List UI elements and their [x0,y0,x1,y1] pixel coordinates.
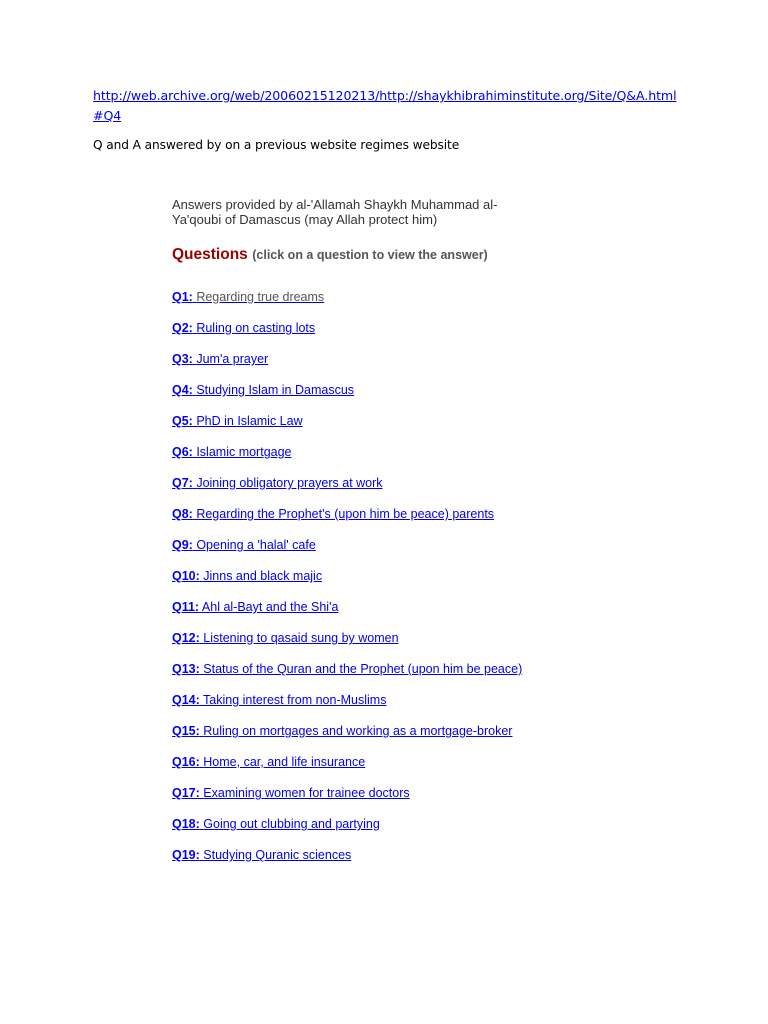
question-number: Q9: [172,538,193,552]
question-number: Q12: [172,631,200,645]
question-link-5[interactable] [172,414,303,428]
question-title: Islamic mortgage [196,445,292,459]
answers-attribution: Answers provided by al-'Allamah Shaykh Muhammad al-Ya'qoubi of Damascus (may Allah protect him) [172,197,498,227]
question-title: Ruling on mortgages and working as a mortgage-broker [203,724,513,738]
question-number: Q7: [172,476,193,490]
question-title: Ruling on casting lots [196,321,316,335]
questions-heading [172,246,532,264]
question-link-7[interactable] [172,476,383,490]
question-link-9[interactable] [172,538,316,552]
question-link-11[interactable] [172,600,338,614]
question-item-8 [172,506,532,537]
question-link-4[interactable] [172,383,354,397]
question-title: Examining women for trainee doctors [203,786,410,800]
question-item-17 [172,785,532,816]
question-title: Regarding true dreams [196,290,325,304]
question-number: Q1: [172,290,193,304]
question-link-16[interactable] [172,755,365,769]
question-link-17[interactable] [172,786,410,800]
question-title: Studying Islam in Damascus [196,383,355,397]
qa-content [172,198,532,878]
question-item-7 [172,475,532,506]
question-item-11 [172,599,532,630]
question-title: Status of the Quran and the Prophet (upon him be peace) [203,662,523,676]
question-link-18[interactable] [172,817,380,831]
question-title: Ahl al-Bayt and the Shi'a [201,600,339,614]
question-link-10[interactable] [172,569,322,583]
question-number: Q16: [172,755,200,769]
question-link-6[interactable] [172,445,292,459]
question-number: Q8: [172,507,193,521]
question-link-8[interactable] [172,507,494,521]
question-number: Q6: [172,445,193,459]
question-item-6 [172,444,532,475]
question-number: Q14: [172,693,200,707]
question-number: Q18: [172,817,200,831]
question-title: Home, car, and life insurance [203,755,366,769]
question-item-18 [172,816,532,847]
question-item-13 [172,661,532,692]
question-title: Jum'a prayer [196,352,269,366]
question-item-2 [172,320,532,351]
question-title: Jinns and black majic [203,569,323,583]
question-link-14[interactable] [172,693,386,707]
question-number: Q5: [172,414,193,428]
question-number: Q17: [172,786,200,800]
question-item-16 [172,754,532,785]
question-item-5 [172,413,532,444]
intro-note: Q and A answered by on a previous website regimes website [93,138,460,152]
question-number: Q2: [172,321,193,335]
question-number: Q11: [172,600,200,614]
question-number: Q15: [172,724,200,738]
question-item-15 [172,723,532,754]
question-link-2[interactable] [172,321,315,335]
question-link-13[interactable] [172,662,522,676]
question-link-15[interactable] [172,724,512,738]
question-item-12 [172,630,532,661]
question-title: Going out clubbing and partying [203,817,380,831]
question-number: Q4: [172,383,193,397]
question-link-19[interactable] [172,848,351,862]
question-title: Joining obligatory prayers at work [196,476,383,490]
question-link-1[interactable] [172,290,324,304]
question-item-9 [172,537,532,568]
archive-url-link[interactable]: http://web.archive.org/web/20060215120213/http://shaykhibrahiminstitute.org/Site/Q&A.html#Q4 [93,88,677,123]
questions-title: Questions [172,246,248,263]
question-item-1 [172,289,532,320]
question-title: Regarding the Prophet's (upon him be peace) parents [196,507,495,521]
question-link-12[interactable] [172,631,399,645]
question-item-3 [172,351,532,382]
question-item-4 [172,382,532,413]
question-number: Q13: [172,662,200,676]
question-title: Listening to qasaid sung by women [203,631,399,645]
question-number: Q19: [172,848,200,862]
question-list [172,289,532,878]
question-title: Opening a 'halal' cafe [196,538,316,552]
question-title: PhD in Islamic Law [196,414,303,428]
question-title: Taking interest from non-Muslims [203,693,387,707]
question-title: Studying Quranic sciences [203,848,352,862]
question-item-19 [172,847,532,878]
questions-hint: (click on a question to view the answer) [252,248,488,262]
question-number: Q3: [172,352,193,366]
question-item-10 [172,568,532,599]
question-link-3[interactable] [172,352,268,366]
question-number: Q10: [172,569,200,583]
question-item-14 [172,692,532,723]
